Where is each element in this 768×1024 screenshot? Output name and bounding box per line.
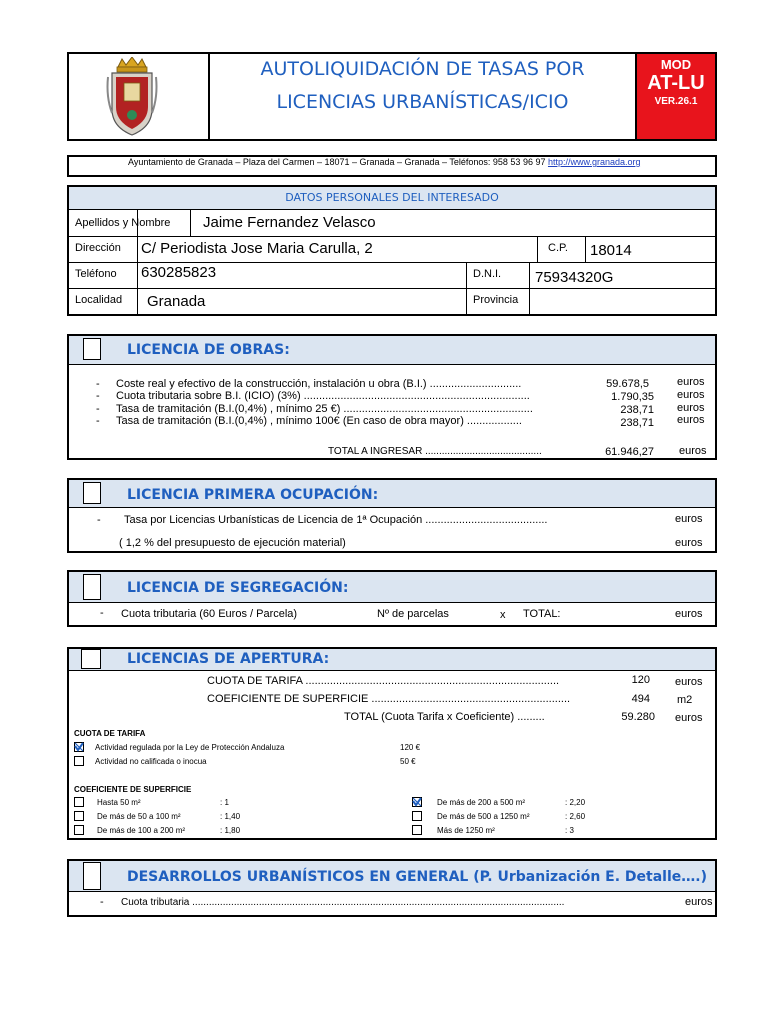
coef-option-label: Más de 1250 m²	[437, 826, 495, 835]
ocupacion-checkbox[interactable]	[83, 482, 101, 504]
desarrollos-dash: -	[100, 896, 104, 908]
segregacion-x: x	[500, 609, 506, 621]
tarifa-option-label: Actividad no calificada o inocua	[95, 757, 207, 766]
coef-option-checkbox[interactable]	[74, 811, 84, 821]
obras-row: -	[96, 378, 100, 390]
coef-option-value: : 2,20	[565, 798, 586, 807]
row-divider	[69, 288, 715, 289]
coat-of-arms-logo	[104, 57, 160, 137]
apertura-cuota-label: CUOTA DE TARIFA ...................................................................................	[207, 675, 560, 687]
apertura-total-label: TOTAL (Cuota Tarifa x Coeficiente) .........	[344, 711, 545, 723]
coef-option-label: De más de 100 a 200 m²	[97, 826, 186, 835]
document-title-line2: LICENCIAS URBANÍSTICAS/ICIO	[276, 91, 569, 113]
phone-field[interactable]: 630285823	[141, 264, 217, 281]
ocupacion-line1: Tasa por Licencias Urbanísticas de Licencia de 1ª Ocupación ........................................	[124, 514, 548, 526]
obras-row-amount: 238,71	[620, 417, 654, 429]
segregacion-total-label: TOTAL:	[523, 608, 561, 620]
name-field[interactable]: Jaime Fernandez Velasco	[203, 214, 376, 231]
obras-row: -	[96, 403, 100, 415]
province-label: Provincia	[473, 294, 519, 306]
obras-row-text: Cuota tributaria sobre B.I. (ICIO) (3%) ..........................................................................	[116, 390, 530, 402]
obras-total-amount: 61.946,27	[605, 446, 654, 458]
coef-option-label: Hasta 50 m²	[97, 798, 141, 807]
segregacion-cuota: Cuota tributaria (60 Euros / Parcela)	[121, 608, 298, 620]
check-mark-icon	[412, 797, 422, 807]
coef-heading: COEFICIENTE DE SUPERFICIE	[74, 785, 192, 794]
desarrollos-unit: euros	[685, 896, 713, 908]
coef-option-label: De más de 500 a 1250 m²	[437, 812, 530, 821]
apertura-coef-label: COEFICIENTE DE SUPERFICIE .................................................................	[207, 693, 571, 705]
coef-option-checkbox[interactable]	[412, 825, 422, 835]
apertura-total-unit: euros	[675, 712, 703, 724]
segregacion-parcelas-label: Nº de parcelas	[377, 608, 449, 620]
ocupacion-line2: ( 1,2 % del presupuesto de ejecución material)	[119, 537, 346, 549]
row-divider	[69, 262, 715, 263]
obras-total-label: TOTAL A INGRESAR ..........................................	[328, 446, 542, 457]
obras-row: -	[96, 415, 100, 427]
apertura-total-value: 59.280	[621, 711, 655, 723]
dni-field[interactable]: 75934320G	[535, 269, 614, 286]
segregacion-title: LICENCIA DE SEGREGACIÓN:	[127, 580, 349, 596]
desarrollos-title: DESARROLLOS URBANÍSTICOS EN GENERAL (P. Urbanización E. Detalle….)	[127, 869, 707, 885]
obras-title: LICENCIA DE OBRAS:	[127, 342, 290, 358]
tarifa-option-checkbox[interactable]	[74, 742, 84, 752]
obras-row-unit: euros	[677, 414, 705, 426]
col-divider	[585, 236, 586, 262]
model-version: VER.26.1	[654, 96, 698, 107]
col-divider	[529, 262, 530, 314]
tarifa-option-value: 50 €	[400, 757, 416, 766]
segregacion-checkbox[interactable]	[83, 574, 101, 600]
col-divider	[190, 209, 191, 236]
coef-option-value: : 1,80	[220, 826, 241, 835]
phone-label: Teléfono	[75, 268, 117, 280]
obras-total-unit: euros	[679, 445, 707, 457]
obras-row-amount: 59.678,5	[606, 378, 649, 390]
address-field[interactable]: C/ Periodista Jose Maria Carulla, 2	[141, 240, 373, 257]
desarrollos-cuota: Cuota tributaria ......................................................................................................................................	[121, 897, 565, 908]
apertura-cuota-unit: euros	[675, 676, 703, 688]
col-divider	[537, 236, 538, 262]
tarifa-heading: CUOTA DE TARIFA	[74, 729, 146, 738]
obras-row-text: Tasa de tramitación (B.I.(0,4%) , mínimo 100€ (En caso de obra mayor) ..................	[116, 415, 522, 427]
ocupacion-dash: -	[97, 514, 101, 526]
tarifa-option-label: Actividad regulada por la Ley de Protección Andaluza	[95, 743, 285, 752]
website-link[interactable]: http://www.granada.org	[547, 157, 641, 167]
tarifa-option-checkbox[interactable]	[74, 756, 84, 766]
ocupacion-title: LICENCIA PRIMERA OCUPACIÓN:	[127, 487, 379, 503]
ocupacion-unit1: euros	[675, 513, 703, 525]
col-divider	[466, 262, 467, 314]
personal-data-title: DATOS PERSONALES DEL INTERESADO	[285, 191, 499, 204]
obras-row-text: Coste real y efectivo de la construcción, instalación u obra (B.I.) ..............................	[116, 378, 522, 390]
model-label: MOD	[660, 57, 692, 72]
segregacion-unit: euros	[675, 608, 703, 620]
coef-option-label: De más de 50 a 100 m²	[97, 812, 181, 821]
row-divider	[69, 236, 715, 237]
coef-option-checkbox[interactable]	[412, 811, 422, 821]
coef-option-value: : 2,60	[565, 812, 586, 821]
apertura-cuota-value: 120	[631, 674, 650, 686]
check-mark-icon	[74, 742, 84, 752]
segregacion-dash: -	[100, 607, 104, 619]
coef-option-label: De más de 200 a 500 m²	[437, 798, 526, 807]
address-label: Dirección	[75, 242, 121, 254]
apertura-title: LICENCIAS DE APERTURA:	[127, 651, 330, 667]
apertura-checkbox[interactable]	[81, 649, 101, 669]
address-line	[128, 157, 641, 167]
desarrollos-checkbox[interactable]	[83, 862, 101, 890]
obras-checkbox[interactable]	[83, 338, 101, 360]
obras-row-unit: euros	[677, 376, 705, 388]
document-title-line1: AUTOLIQUIDACIÓN DE TASAS POR	[260, 58, 585, 80]
apertura-coef-unit: m2	[677, 694, 693, 706]
obras-row-amount: 1.790,35	[611, 391, 654, 403]
apertura-coef-value: 494	[631, 693, 650, 705]
name-label: Apellidos y Nombre	[75, 217, 171, 229]
address-text: Ayuntamiento de Granada – Plaza del Carmen – 18071 – Granada – Granada – Teléfonos: 958 53 96 97	[128, 157, 548, 167]
postal-code-field[interactable]: 18014	[590, 242, 632, 259]
postal-code-label: C.P.	[548, 242, 568, 254]
model-code: AT-LU	[647, 72, 705, 94]
tarifa-option-value: 120 €	[400, 743, 421, 752]
coef-option-checkbox[interactable]	[74, 797, 84, 807]
obras-row-unit: euros	[677, 389, 705, 401]
city-field[interactable]: Granada	[147, 293, 206, 310]
ocupacion-unit2: euros	[675, 537, 703, 549]
obras-row-amount: 238,71	[620, 404, 654, 416]
coef-option-checkbox[interactable]	[412, 797, 422, 807]
obras-row-text: Tasa de tramitación (B.I.(0,4%) , mínimo 25 €) ..............................................................	[116, 403, 533, 415]
coef-option-value: : 1,40	[220, 812, 241, 821]
coef-option-checkbox[interactable]	[74, 825, 84, 835]
dni-label: D.N.I.	[473, 268, 502, 280]
coef-option-value: : 3	[565, 826, 574, 835]
obras-row: -	[96, 390, 100, 402]
obras-row-unit: euros	[677, 402, 705, 414]
city-label: Localidad	[75, 294, 123, 306]
coef-option-value: : 1	[220, 798, 229, 807]
